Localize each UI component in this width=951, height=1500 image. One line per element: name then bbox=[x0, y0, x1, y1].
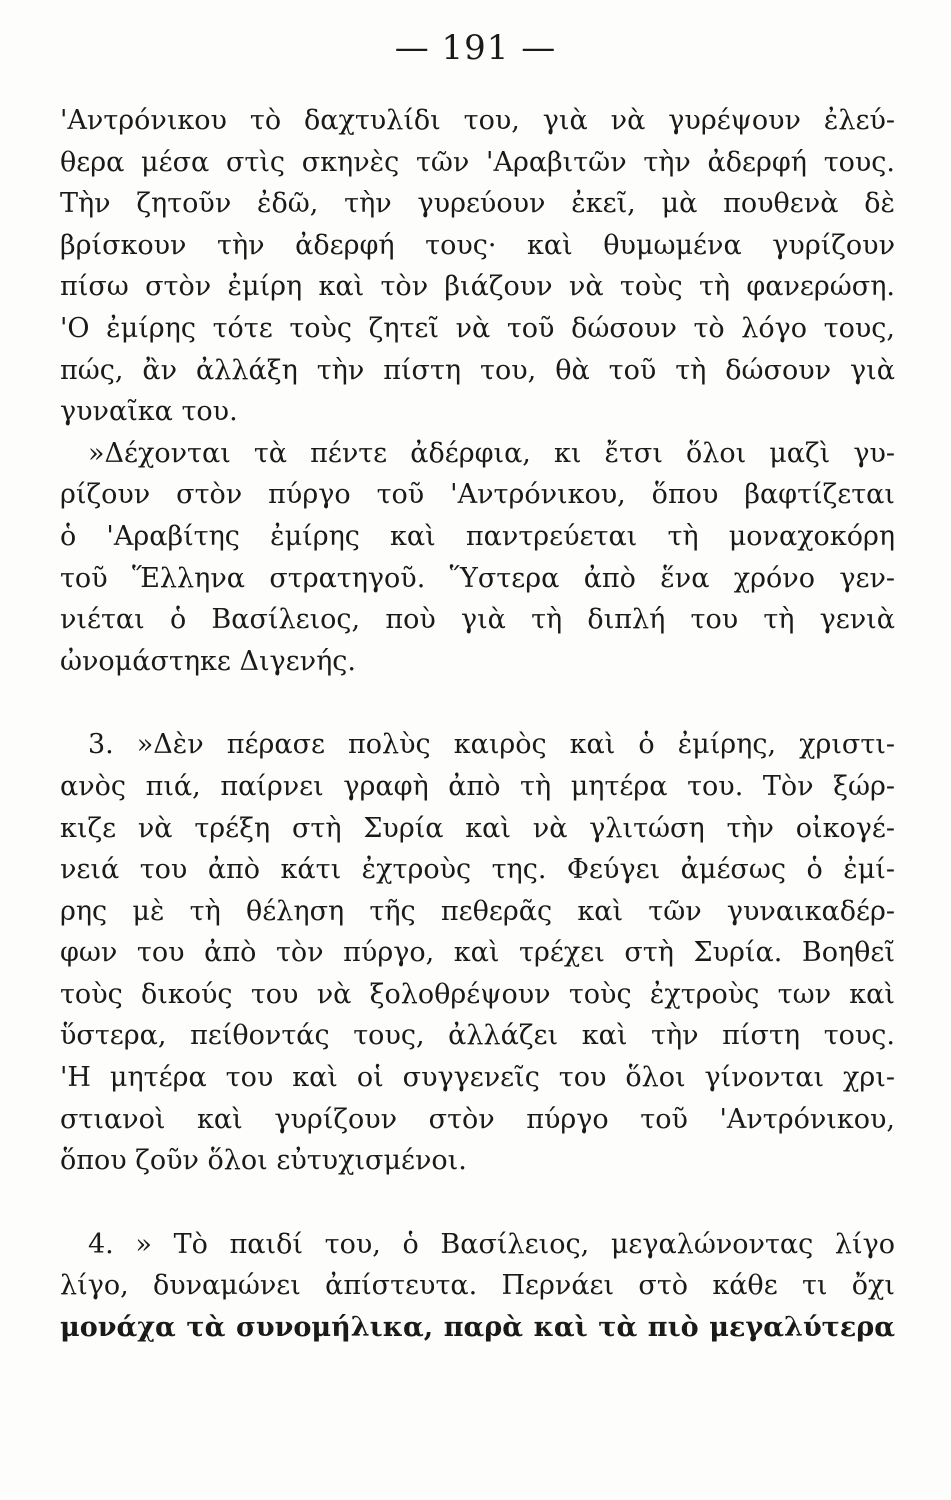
paragraph-gap bbox=[60, 682, 895, 724]
text-line: 3. »Δὲν πέρασε πολὺς καιρὸς καὶ ὁ ἐμίρης, χριστι- bbox=[88, 729, 895, 761]
paragraph-2 bbox=[60, 433, 895, 683]
paragraph-1 bbox=[60, 100, 895, 433]
text-line: βρίσκουν τὴν ἀδερφή τους· καὶ θυμωμένα γυρίζουν bbox=[60, 229, 895, 261]
page-number: — 191 — bbox=[394, 28, 557, 68]
text-line: ρης μὲ τὴ θέληση τῆς πεθερᾶς καὶ τῶν γυναικαδέρ- bbox=[60, 895, 895, 927]
text-line: Τὴν ζητοῦν ἐδῶ, τὴν γυρεύουν ἐκεῖ, μὰ πουθενὰ δὲ bbox=[60, 188, 895, 220]
text-line: κιζε νὰ τρέξη στὴ Συρία καὶ νὰ γλιτώση τὴν οἰκογέ- bbox=[60, 812, 895, 844]
text-line: στιανοὶ καὶ γυρίζουν στὸν πύργο τοῦ 'Αντρόνικου, bbox=[60, 1103, 895, 1135]
text-line: λίγο, δυναμώνει ἀπίστευτα. Περνάει στὸ κάθε τι ὄχι bbox=[60, 1270, 895, 1302]
text-line: ὅπου ζοῦν ὅλοι εὐτυχισμένοι. bbox=[60, 1145, 467, 1177]
text-line: τοῦ Ἕλληνα στρατηγοῦ. Ὕστερα ἀπὸ ἕνα χρόνο γεν- bbox=[60, 562, 895, 594]
text-line: φων του ἀπὸ τὸν πύργο, καὶ τρέχει στὴ Συρία. Βοηθεῖ bbox=[60, 937, 895, 969]
paragraph-3 bbox=[60, 724, 895, 1182]
paragraph-gap bbox=[60, 1182, 895, 1224]
text-line: ανὸς πιά, παίρνει γραφὴ ἀπὸ τὴ μητέρα του. Τὸν ξώρ- bbox=[60, 770, 895, 802]
text-line: ρίζουν στὸν πύργο τοῦ 'Αντρόνικου, ὅπου βαφτίζεται bbox=[60, 479, 895, 511]
text-line: νειά του ἀπὸ κάτι ἐχτροὺς της. Φεύγει ἀμέσως ὁ ἐμί- bbox=[60, 854, 895, 886]
text-line: 'Αντρόνικου τὸ δαχτυλίδι του, γιὰ νὰ γυρέψουν ἐλεύ- bbox=[60, 105, 895, 136]
text-line: θερα μέσα στὶς σκηνὲς τῶν 'Αραβιτῶν τὴν ἀδερφή τους. bbox=[60, 146, 895, 178]
text-line: γυναῖκα του. bbox=[60, 396, 238, 428]
text-line: πίσω στὸν ἐμίρη καὶ τὸν βιάζουν νὰ τοὺς τὴ φανερώση. bbox=[60, 271, 895, 303]
text-line: πώς, ἂν ἀλλάξη τὴν πίστη του, θὰ τοῦ τὴ δώσουν γιὰ bbox=[60, 354, 895, 386]
text-line: ὕστερα, πείθοντάς τους, ἀλλάζει καὶ τὴν πίστη τους. bbox=[60, 1020, 895, 1052]
text-line: τοὺς δικούς του νὰ ξολοθρέψουν τοὺς ἐχτροὺς των καὶ bbox=[60, 978, 895, 1010]
text-line: 'Η μητέρα του καὶ οἱ συγγενεῖς του ὅλοι γίνονται χρι- bbox=[60, 1062, 895, 1094]
text-line: ὠνομάστηκε Διγενής. bbox=[60, 645, 356, 677]
text-line: 'Ο ἐμίρης τότε τοὺς ζητεῖ νὰ τοῦ δώσουν τὸ λόγο τους, bbox=[60, 312, 895, 344]
text-line: ὁ 'Αραβίτης ἐμίρης καὶ παντρεύεται τὴ μοναχοκόρη bbox=[60, 520, 895, 552]
text-line: 4. » Τὸ παιδί του, ὁ Βασίλειος, μεγαλώνοντας λίγο bbox=[88, 1228, 895, 1260]
text-line: »Δέχονται τὰ πέντε ἀδέρφια, κι ἔτσι ὅλοι μαζὶ γυ- bbox=[88, 437, 895, 469]
paragraph-4 bbox=[60, 1224, 895, 1349]
text-line: νιέται ὁ Βασίλειος, ποὺ γιὰ τὴ διπλή του τὴ γενιὰ bbox=[60, 604, 895, 636]
page-text bbox=[60, 100, 895, 1349]
text-line: μονάχα τὰ συνομήλικα, παρὰ καὶ τὰ πιὸ μεγαλύτερα bbox=[60, 1312, 895, 1344]
